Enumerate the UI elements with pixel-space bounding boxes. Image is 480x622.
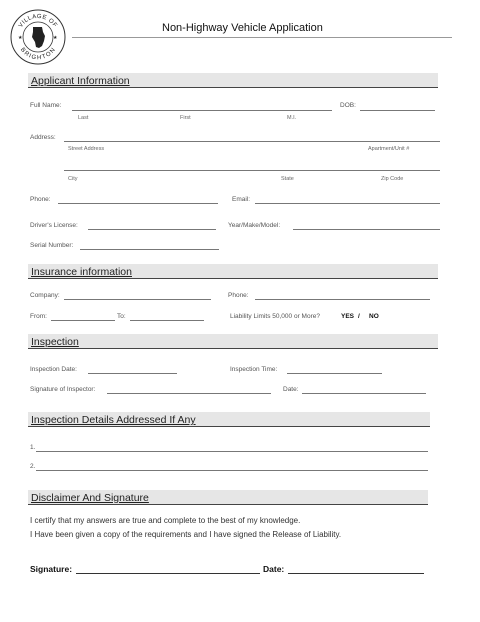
from-label: From: (30, 313, 47, 320)
city-caption: City (68, 176, 78, 182)
detail-item-2-label: 2. (30, 463, 36, 470)
seal-bottom-text: BRIGHTON (18, 46, 58, 62)
email-label: Email: (232, 196, 251, 203)
liability-yes-option[interactable]: YES (341, 313, 355, 320)
full-name-label: Full Name: (30, 102, 62, 109)
inspection-date-field[interactable] (88, 373, 177, 374)
to-date-field[interactable] (130, 320, 204, 321)
inspector-signature-label: Signature of Inspector: (30, 386, 96, 393)
page-title: Non-Highway Vehicle Application (162, 22, 323, 34)
svg-text:VILLAGE OF (18, 14, 58, 29)
state-caption: State (281, 176, 294, 182)
serial-number-label: Serial Number: (30, 242, 74, 249)
company-field[interactable] (64, 299, 211, 300)
insurance-phone-label: Phone: (228, 292, 249, 299)
applicant-signature-field[interactable] (76, 573, 260, 574)
title-underline (72, 37, 452, 38)
email-field[interactable] (255, 203, 440, 204)
detail-item-1-label: 1. (30, 444, 36, 451)
inspection-date-label: Inspection Date: (30, 366, 77, 373)
zip-caption: Zip Code (381, 176, 404, 182)
liability-separator: / (358, 313, 360, 320)
company-label: Company: (30, 292, 60, 299)
star-icon-left: ★ (18, 35, 23, 41)
section-header-inspection-details: Inspection Details Addressed If Any (28, 412, 430, 427)
seal-top-text: VILLAGE OF (18, 13, 58, 29)
section-header-disclaimer: Disclaimer And Signature (28, 490, 428, 505)
section-header-insurance: Insurance information (28, 264, 438, 279)
from-date-field[interactable] (51, 320, 115, 321)
drivers-license-field[interactable] (88, 229, 216, 230)
disclaimer-line-2: I Have been given a copy of the requirements and I have signed the Release of Liability. (30, 530, 342, 539)
to-label: To: (117, 313, 126, 320)
inspection-time-field[interactable] (287, 373, 382, 374)
signature-date-field[interactable] (288, 573, 424, 574)
insurance-phone-field[interactable] (255, 299, 430, 300)
address-label: Address: (30, 134, 56, 141)
detail-item-1-field[interactable] (36, 451, 428, 452)
inspector-date-field[interactable] (302, 393, 426, 394)
dob-label: DOB: (340, 102, 356, 109)
full-name-field[interactable] (72, 110, 332, 111)
section-header-inspection: Inspection (28, 334, 438, 349)
village-seal (9, 8, 67, 66)
disclaimer-line-1: I certify that my answers are true and complete to the best of my knowledge. (30, 516, 301, 525)
city-state-zip-field[interactable] (64, 170, 440, 171)
middle-initial-caption: M.I. (287, 115, 297, 121)
year-make-model-field[interactable] (293, 229, 440, 230)
apartment-caption: Apartment/Unit # (368, 146, 410, 152)
liability-no-option[interactable]: NO (369, 313, 379, 320)
inspector-date-label: Date: (283, 386, 299, 393)
illinois-state-icon (32, 27, 45, 48)
signature-label: Signature: (30, 564, 73, 574)
signature-date-label: Date: (263, 564, 285, 574)
section-header-applicant: Applicant Information (28, 73, 438, 88)
phone-field[interactable] (58, 203, 218, 204)
inspector-signature-field[interactable] (107, 393, 271, 394)
inspection-time-label: Inspection Time: (230, 366, 278, 373)
star-icon-right: ★ (53, 35, 58, 41)
svg-text:BRIGHTON (19, 47, 57, 61)
dob-field[interactable] (360, 110, 435, 111)
first-name-caption: First (180, 115, 191, 121)
last-name-caption: Last (78, 115, 89, 121)
liability-limits-label: Liability Limits 50,000 or More? (230, 313, 320, 320)
street-address-field[interactable] (64, 141, 440, 142)
phone-label: Phone: (30, 196, 51, 203)
serial-number-field[interactable] (80, 249, 219, 250)
detail-item-2-field[interactable] (36, 470, 428, 471)
drivers-license-label: Driver's License: (30, 222, 78, 229)
street-address-caption: Street Address (68, 146, 105, 152)
year-make-model-label: Year/Make/Model: (228, 222, 281, 229)
